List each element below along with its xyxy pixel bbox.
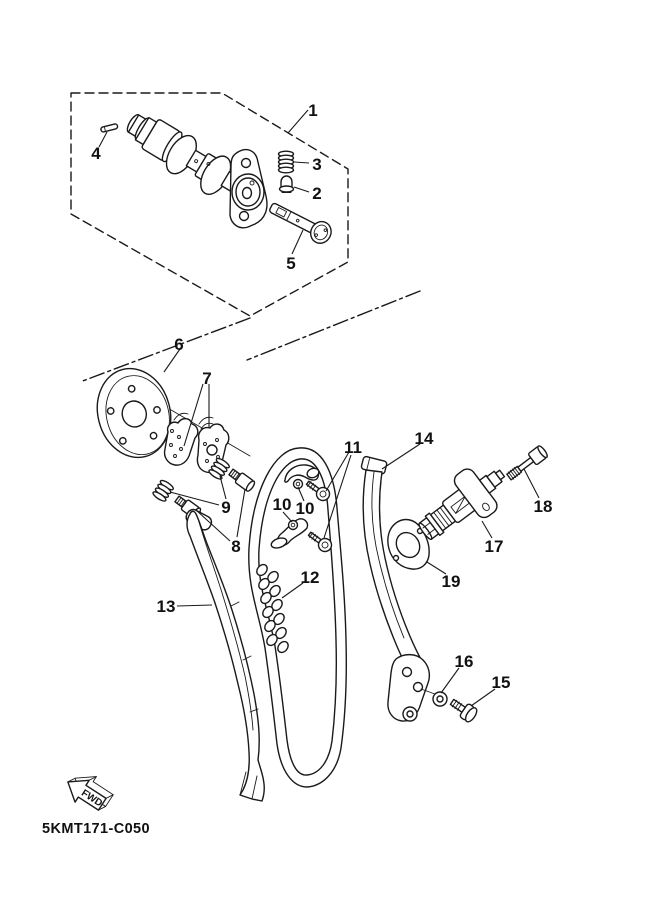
- callout-8: 8: [231, 537, 241, 556]
- camshaft: [118, 105, 267, 228]
- dowel-pin: [100, 123, 118, 132]
- callout-16: 16: [454, 652, 474, 671]
- phantom-line-right: [247, 291, 420, 360]
- callout-3: 3: [312, 155, 322, 174]
- callout-15: 15: [491, 673, 511, 692]
- callout-1: 1: [308, 101, 318, 120]
- fwd-arrow: [61, 765, 117, 817]
- callout-17: 17: [484, 537, 504, 556]
- pivot-washer: [433, 692, 447, 706]
- callout-11: 11: [344, 438, 362, 457]
- phantom-line-left: [80, 318, 250, 382]
- spring: [279, 151, 294, 173]
- camshaft-retainer-plate: [230, 150, 267, 228]
- rocker-spring-lower: [152, 479, 175, 503]
- callout-5: 5: [286, 254, 296, 273]
- chain-guide-front: [184, 507, 264, 801]
- pivot-bolt: [448, 695, 479, 723]
- callout-4: 4: [91, 144, 101, 163]
- callout-2: 2: [312, 184, 322, 203]
- fwd-label: FWD: [79, 787, 105, 810]
- callout-6: 6: [174, 335, 184, 354]
- callout-10a: 10: [272, 495, 292, 514]
- callout-19: 19: [441, 572, 461, 591]
- callout-12: 12: [300, 568, 320, 587]
- callout-10b: 10: [295, 499, 315, 518]
- drawing-code-label: 5KMT171-C050: [42, 821, 150, 837]
- callout-9: 9: [221, 498, 231, 517]
- shaft: [266, 197, 335, 247]
- callout-18: 18: [533, 497, 553, 516]
- callout-7: 7: [202, 369, 212, 388]
- tappet-plug: [280, 176, 294, 193]
- tensioner-bolt: [505, 445, 549, 483]
- chain-guide-rear: [361, 456, 446, 721]
- callout-13: 13: [156, 597, 176, 616]
- callout-14: 14: [414, 429, 434, 448]
- shoulder-bolt-upper: [227, 467, 255, 492]
- chain-stopper-lower: [270, 519, 308, 550]
